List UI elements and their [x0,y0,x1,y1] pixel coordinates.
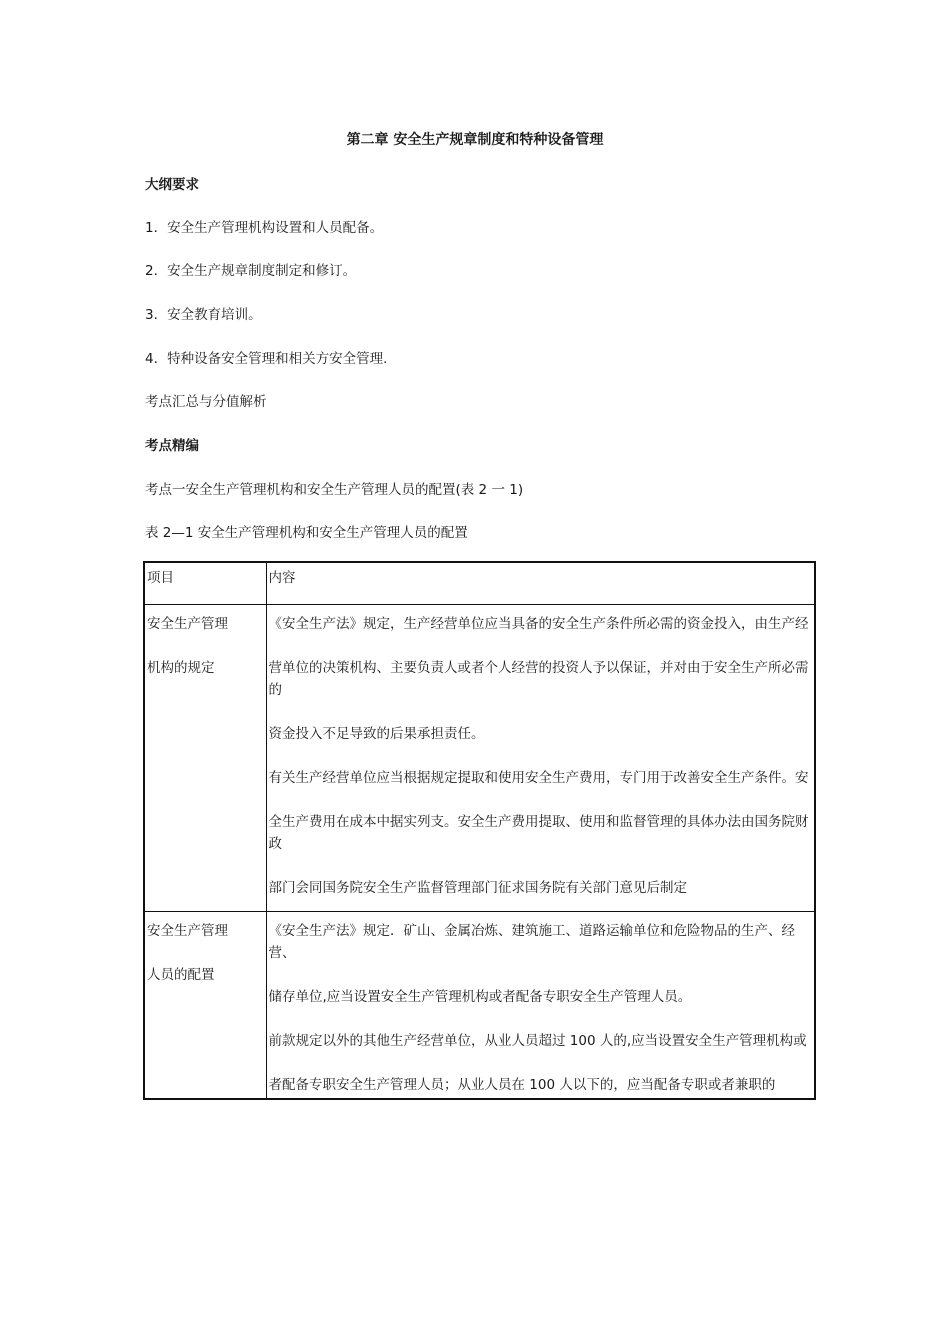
row-item-cell [144,604,266,911]
header-item: 项目 [144,562,266,604]
row-content-cell [266,911,815,1099]
content-line: 部门会同国务院安全生产监督管理部门征求国务院有关部门意见后制定 [268,879,687,896]
content-line: 储存单位,应当设置安全生产管理机构或者配备专职安全生产管理人员。 [268,988,692,1005]
content-line: 有关生产经营单位应当根据规定提取和使用安全生产费用，专门用于改善安全生产条件。安 [268,769,809,786]
row-item-line: 人员的配置 [147,966,215,983]
outline-item-3: 3．安全教育培训。 [145,307,262,323]
header-content: 内容 [266,562,815,604]
row-item-line: 机构的规定 [147,659,215,676]
content-line: 前款规定以外的其他生产经营单位，从业人员超过 100 人的,应当设置安全生产管理机构或 [268,1032,807,1049]
table-row [144,604,815,911]
chapter-title: 第二章 安全生产规章制度和特种设备管理 [346,132,604,148]
row-item-cell [144,911,266,1099]
row-item-line: 安全生产管理 [147,615,228,632]
content-line: 资金投入不足导致的后果承担责任。 [268,725,485,742]
table-header-row [144,562,815,604]
table-caption: 表 2—1 安全生产管理机构和安全生产管理人员的配置 [145,525,468,541]
outline-item-2: 2．安全生产规章制度制定和修订。 [145,263,357,279]
summary-line: 考点汇总与分值解析 [145,394,267,410]
content-line: 者配备专职安全生产管理人员；从业人员在 100 人以下的，应当配备专职或者兼职的 [268,1076,776,1093]
content-line: 营单位的决策机构、主要负责人或者个人经营的投资人予以保证，并对由于安全生产所必需的 [268,659,809,698]
allocation-table [143,561,816,1100]
point-one-line: 考点一安全生产管理机构和安全生产管理人员的配置(表 2 一 1) [145,482,524,498]
outline-heading: 大纲要求 [145,177,199,193]
outline-item-4: 4．特种设备安全管理和相关方安全管理. [145,351,388,367]
content-line: 《安全生产法》规定，生产经营单位应当具备的安全生产条件所必需的资金投入，由生产经 [268,615,809,632]
points-heading: 考点精编 [145,438,199,454]
row-content-cell [266,604,815,911]
content-line: 《安全生产法》规定．矿山、金属冶炼、建筑施工、道路运输单位和危险物品的生产、经营、 [268,922,795,961]
content-line: 全生产费用在成本中据实列支。安全生产费用提取、使用和监督管理的具体办法由国务院财政 [268,813,809,852]
outline-item-1: 1．安全生产管理机构设置和人员配备。 [145,220,384,236]
row-item-line: 安全生产管理 [147,922,228,939]
table-row [144,911,815,1099]
